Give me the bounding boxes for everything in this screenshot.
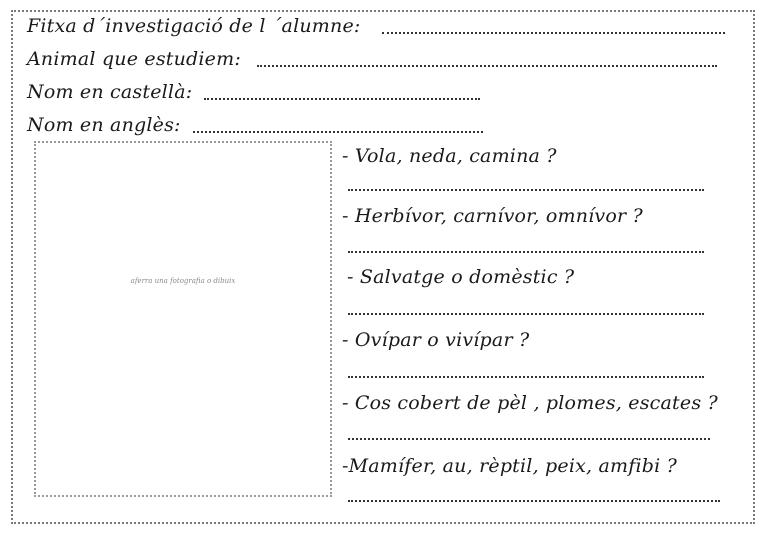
question-wild-domestic: - Salvatge o domèstic ?	[347, 266, 575, 288]
student-label: Fitxa d´investigació de l ´alumne:	[27, 15, 361, 37]
english-name-answer-line[interactable]	[193, 131, 483, 133]
question-movement: - Vola, neda, camina ?	[342, 145, 557, 167]
question-reproduction: - Ovípar o vivípar ?	[342, 329, 530, 351]
answer-line-animal-class[interactable]	[348, 500, 720, 502]
answer-line-diet[interactable]	[348, 251, 704, 253]
spanish-name-answer-line[interactable]	[204, 98, 480, 100]
question-animal-class: -Mamífer, au, rèptil, peix, amfibi ?	[342, 455, 678, 477]
photo-placeholder[interactable]	[34, 141, 332, 497]
english-name-label: Nom en anglès:	[27, 114, 181, 136]
question-body-covering: - Cos cobert de pèl , plomes, escates ?	[342, 392, 718, 414]
answer-line-body-covering[interactable]	[348, 438, 710, 440]
animal-label: Animal que estudiem:	[27, 48, 241, 70]
answer-line-reproduction[interactable]	[348, 376, 704, 378]
animal-answer-line[interactable]	[257, 65, 717, 67]
student-answer-line[interactable]	[382, 32, 725, 34]
question-diet: - Herbívor, carnívor, omnívor ?	[342, 205, 643, 227]
spanish-name-label: Nom en castellà:	[27, 81, 193, 103]
answer-line-wild-domestic[interactable]	[348, 313, 704, 315]
photo-caption: aferra una fotografia o dibuix	[130, 277, 236, 285]
answer-line-movement[interactable]	[348, 189, 704, 191]
